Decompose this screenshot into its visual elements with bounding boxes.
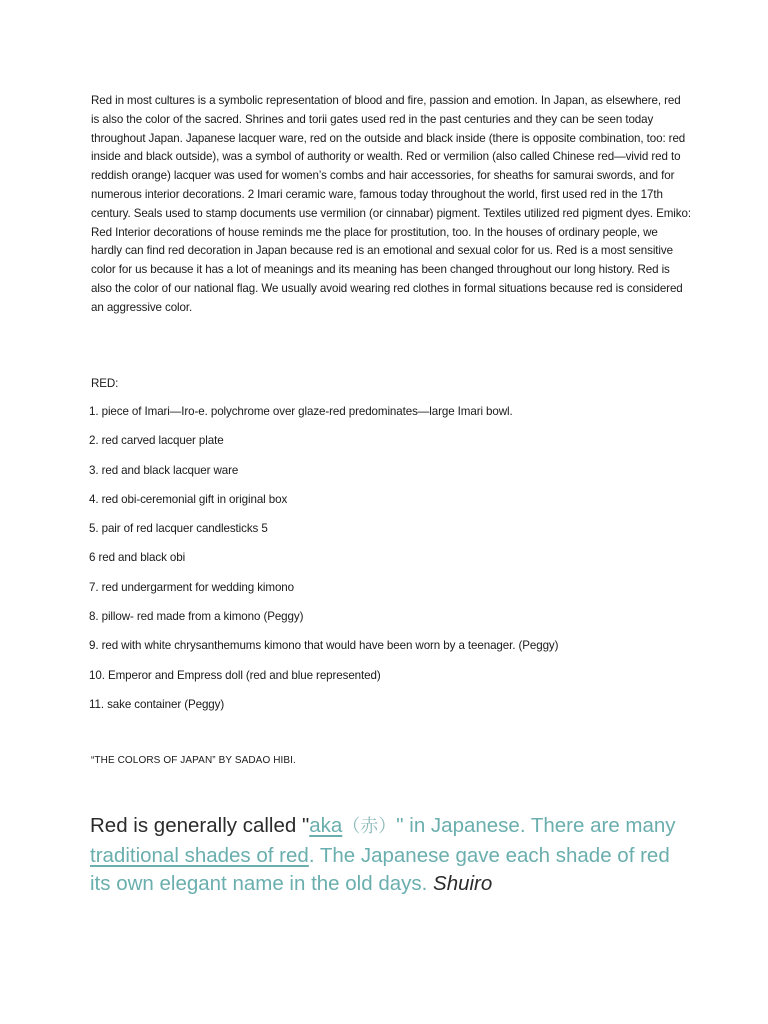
list-item: 11. sake container (Peggy) bbox=[89, 697, 225, 711]
list-item: 4. red obi-ceremonial gift in original box bbox=[89, 492, 288, 506]
paragraph-text: . The Japanese gave each shade of red its own elegant name in the old days. bbox=[90, 843, 670, 895]
list-item: 8. pillow- red made from a kimono (Peggy) bbox=[89, 610, 304, 624]
paragraph-text: Red is generally called " bbox=[90, 814, 310, 837]
list-item: 9. red with white chrysanthemums kimono that would have been worn by a teenager. (Peggy) bbox=[89, 639, 559, 653]
traditional-shades-link[interactable]: traditional shades of red bbox=[90, 843, 309, 867]
intro-paragraph: Red in most cultures is a symbolic representation of blood and fire, passion and emotion. In Japan, as elsewhere, red is also the color of the sacred. Shrines and torii gates used red in the past centuries and they can be seen today throughout Japan. Japanese lacquer ware, red on the outside and black inside (there is opposite combination, too: red inside and black outside), was a symbol of authority or wealth. Red or vermilion (also called Chinese red—vivid red to reddish orange) lacquer was used for women’s combs and hair accessories, for sheaths for samurai swords, and for numerous interior decorations. 2 Imari ceramic ware, famous today throughout the world, first used red in the 17th century. Seals used to stamp documents use vermilion (or cinnabar) pigment. Textiles utilized red pigment dyes. Emiko: Red Interior decorations of house reminds me the place for prostitution, too. In the houses of ordinary people, we hardly can find red decoration in Japan because red is an emotional and sexual color for us. Red is a most sensitive color for us because it has a lot of meanings and its meaning has been changed throughout our long history. Red is also the color of our national flag. We usually avoid wearing red clothes in formal situations because red is considered an aggressive color. bbox=[91, 94, 691, 314]
list-item: 3. red and black lacquer ware bbox=[89, 463, 239, 477]
red-names-paragraph bbox=[90, 812, 690, 899]
paragraph-text: " in Japanese. There are many bbox=[396, 814, 676, 837]
source-citation: “THE COLORS OF JAPAN” BY SADAO HIBI. bbox=[91, 755, 296, 766]
aka-link[interactable]: aka bbox=[309, 814, 343, 837]
red-heading: RED: bbox=[91, 377, 119, 390]
list-item: 6 red and black obi bbox=[89, 551, 186, 565]
list-item: 2. red carved lacquer plate bbox=[89, 434, 224, 448]
shuiro-term: Shuiro bbox=[433, 872, 493, 895]
list-item: 7. red undergarment for wedding kimono bbox=[89, 580, 295, 594]
list-item: 10. Emperor and Empress doll (red and blue represented) bbox=[89, 668, 381, 682]
kanji-text: （赤） bbox=[342, 816, 397, 837]
list-item: 5. pair of red lacquer candlesticks 5 bbox=[89, 522, 268, 536]
red-items-list bbox=[89, 402, 558, 724]
list-item: 1. piece of Imari—Iro-e. polychrome over glaze-red predominates—large Imari bowl. bbox=[89, 405, 513, 418]
